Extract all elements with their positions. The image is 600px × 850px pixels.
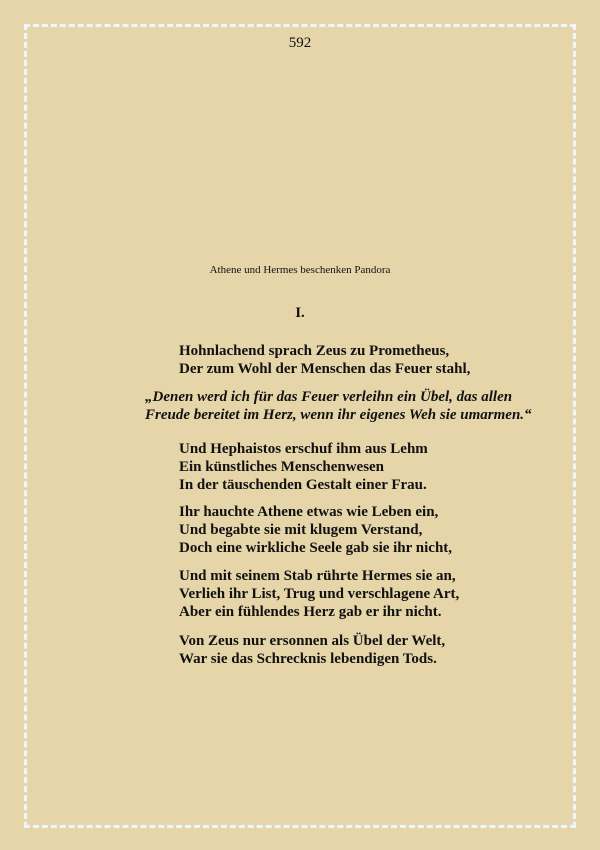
- poem-line: War sie das Schrecknis lebendigen Tods.: [179, 651, 437, 667]
- page-number: 592: [288, 35, 312, 51]
- poem-line: Aber ein fühlendes Herz gab er ihr nicht.: [179, 604, 442, 620]
- stanza-3: [179, 440, 428, 494]
- poem-line: In der täuschenden Gestalt einer Frau.: [179, 477, 427, 493]
- poem-subtitle: Athene und Hermes beschenken Pandora: [209, 264, 391, 276]
- stanza-4: [179, 503, 452, 557]
- stanza-6: [179, 632, 445, 668]
- poem-line: Ihr hauchte Athene etwas wie Leben ein,: [179, 504, 439, 520]
- stanza-2-quote: [145, 388, 532, 424]
- poem-line: Und begabte sie mit klugem Verstand,: [179, 522, 423, 538]
- page-border-inner: [27, 27, 573, 825]
- stanza-5: [179, 567, 459, 621]
- poem-line: Der zum Wohl der Menschen das Feuer stahl,: [179, 361, 471, 377]
- stanza-1: [179, 342, 470, 378]
- section-number: I.: [295, 305, 305, 321]
- poem-line: Und Hephaistos erschuf ihm aus Lehm: [179, 441, 428, 457]
- poem-line: Hohnlachend sprach Zeus zu Prometheus,: [179, 343, 450, 359]
- poem-line: Doch eine wirkliche Seele gab sie ihr nicht,: [179, 540, 453, 556]
- poem-line: Freude bereitet im Herz, wenn ihr eigenes Weh sie umarmen.“: [145, 407, 532, 423]
- poem-line: Von Zeus nur ersonnen als Übel der Welt,: [179, 633, 446, 649]
- poem-line: „Denen werd ich für das Feuer verleihn ein Übel, das allen: [145, 389, 513, 405]
- poem-line: Ein künstliches Menschenwesen: [179, 459, 385, 475]
- poem-line: Verlieh ihr List, Trug und verschlagene Art,: [179, 586, 460, 602]
- poem-line: Und mit seinem Stab rührte Hermes sie an,: [179, 568, 456, 584]
